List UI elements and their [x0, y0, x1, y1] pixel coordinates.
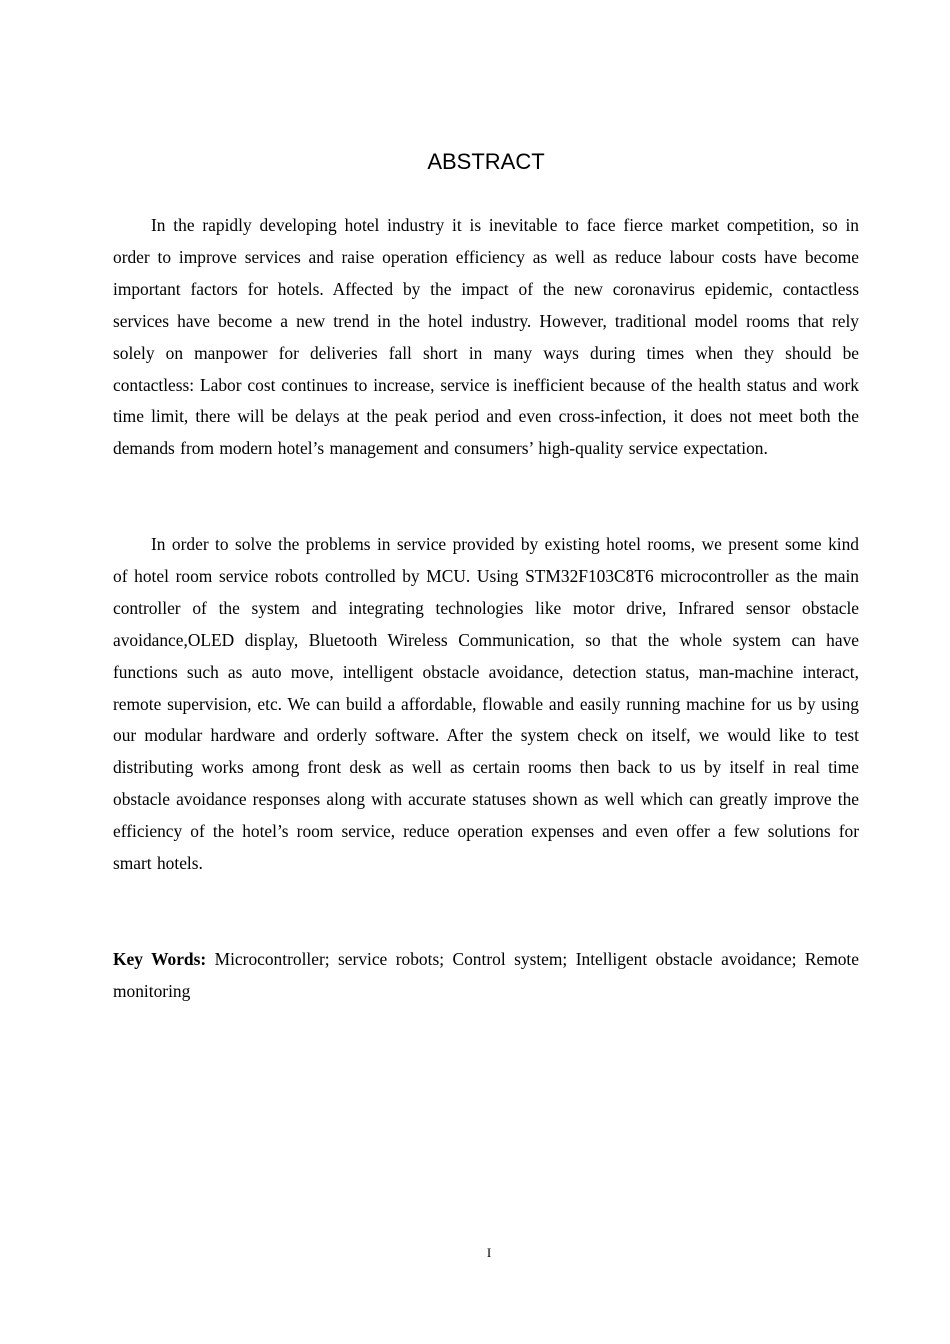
- abstract-paragraph-2: In order to solve the problems in service provided by existing hotel rooms, we present some kind of hotel room service robots controlled by MCU. Using STM32F103C8T6 microcontroller as the main controller of the system and integrating technologies like motor drive, Infrared sensor obstacle avoidance,OLED display, Bluetooth Wireless Communication, so that the whole system can have functions such as auto move, intelligent obstacle avoidance, detection status, man-machine interact, remote supervision, etc. We can build a affordable, flowable and easily running machine for us by using our modular hardware and orderly software. After the system check on itself, we would like to test distributing works among front desk as well as certain rooms then back to us by itself in real time obstacle avoidance responses along with accurate statuses shown as well which can greatly improve the efficiency of the hotel’s room service, reduce operation expenses and even offer a few solutions for smart hotels.: [113, 534, 859, 874]
- page-title: ABSTRACT: [427, 149, 545, 174]
- abstract-paragraph-2-container: [113, 529, 859, 880]
- keywords-text: Microcontroller; service robots; Control system; Intelligent obstacle avoidance; Remote monitoring: [113, 949, 859, 1001]
- keywords-line: [113, 944, 859, 1008]
- abstract-paragraph-1: In the rapidly developing hotel industry it is inevitable to face fierce market competition, so in order to improve services and raise operation efficiency as well as reduce labour costs have become important factors for hotels. Affected by the impact of the new coronavirus epidemic, contactless services have become a new trend in the hotel industry. However, traditional model rooms that rely solely on manpower for deliveries fall short in many ways during times when they should be contactless: Labor cost continues to increase, service is inefficient because of the health status and work time limit, there will be delays at the peak period and even cross-infection, it does not meet both the demands from modern hotel’s management and consumers’ high-quality service expectation.: [113, 215, 859, 459]
- page-number: I: [486, 1245, 492, 1260]
- abstract-paragraph-1-container: [113, 210, 859, 465]
- keywords-label: Key Words:: [113, 949, 207, 969]
